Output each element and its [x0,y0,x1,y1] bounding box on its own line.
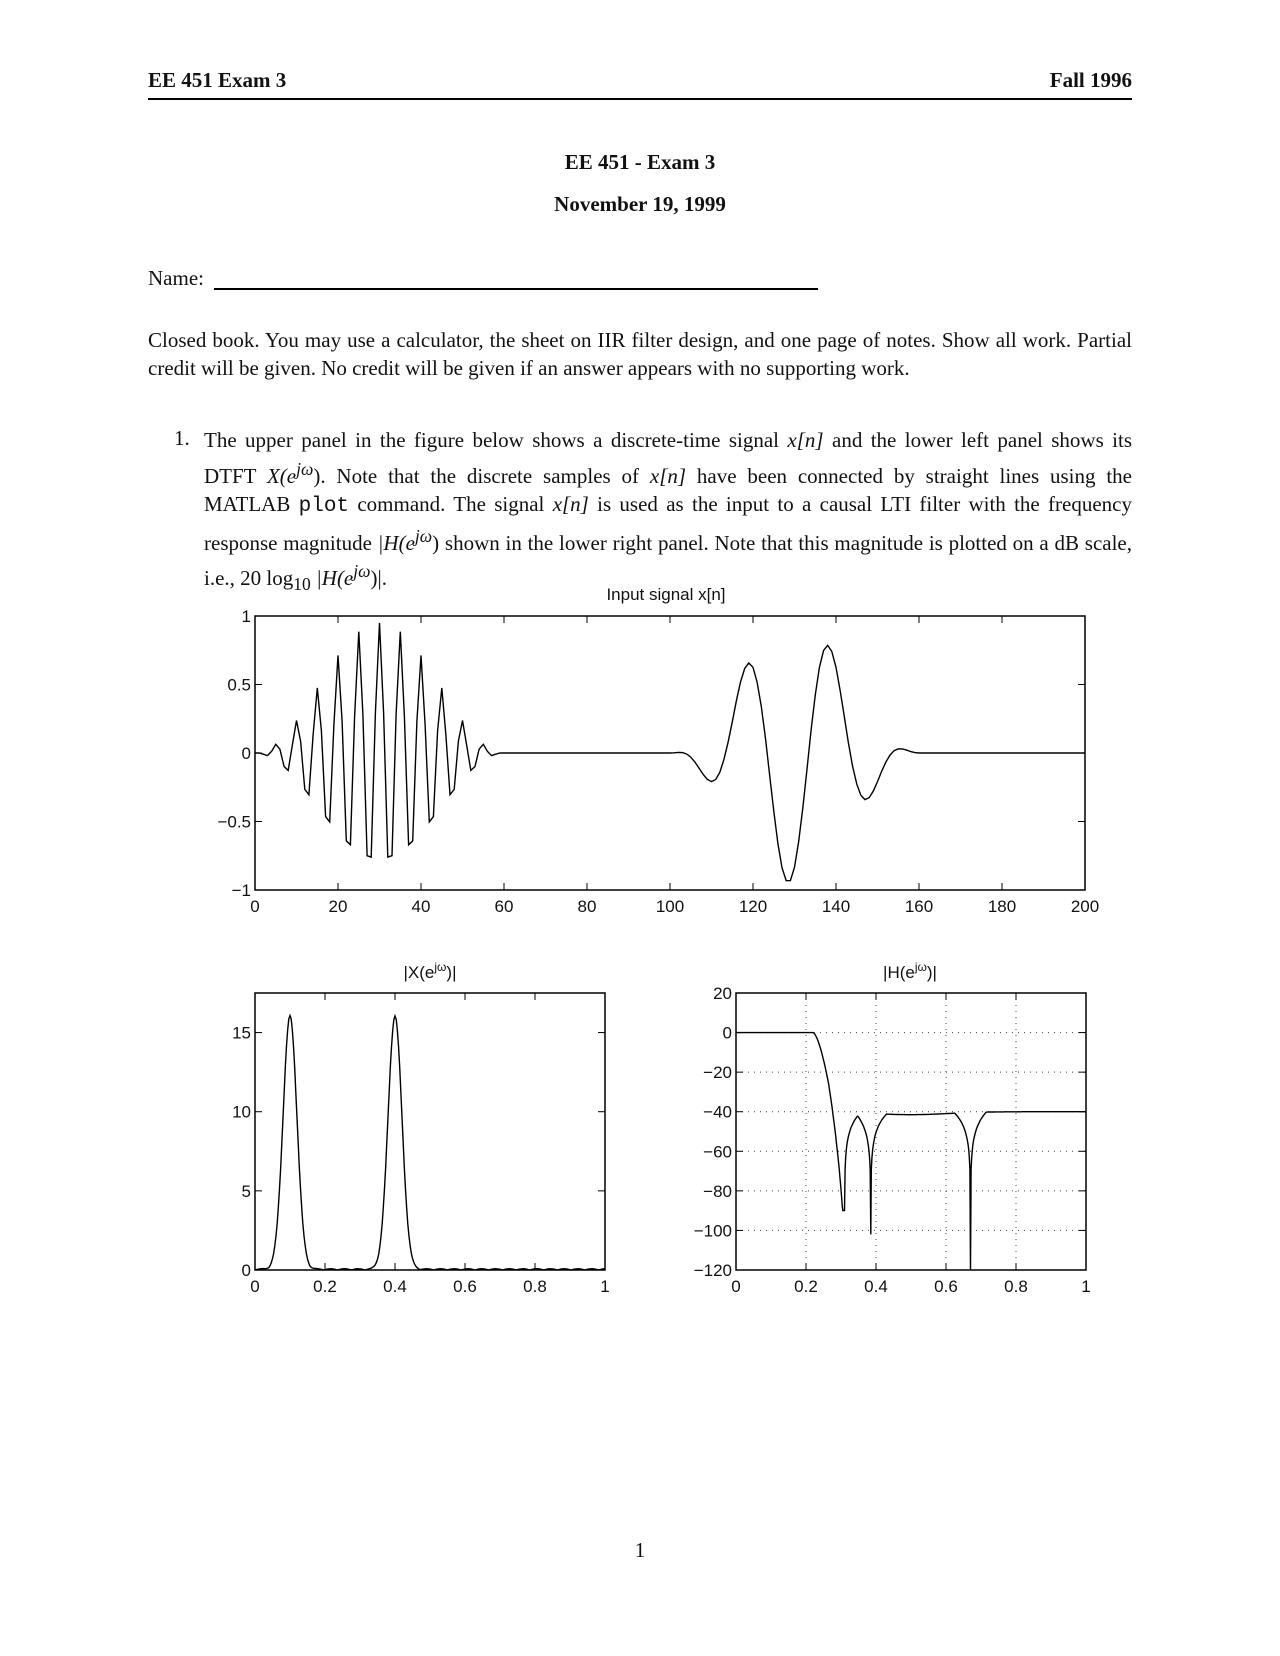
y-tick-label: −100 [693,1221,732,1241]
x-tick-label: 0.8 [1004,1277,1028,1296]
y-tick-label: 15 [232,1023,251,1043]
header-left: EE 451 Exam 3 [148,68,287,92]
x-tick-label: 100 [655,897,685,916]
x-tick-label: 0.2 [313,1277,337,1296]
x-tick-label: 0 [731,1277,741,1296]
x-tick-label: 0 [250,897,260,916]
y-tick-label: 0 [241,1261,251,1280]
x-tick-label: 0.6 [453,1277,477,1296]
x-tick-label: 120 [738,897,768,916]
x-tick-label: 200 [1070,897,1100,916]
x-tick-label: 60 [494,897,514,916]
x-tick-label: 20 [328,897,348,916]
x-tick-label: 0.6 [934,1277,958,1296]
x-tick-label: 180 [987,897,1017,916]
header-right: Fall 1996 [1049,68,1132,92]
panel-dtft-magnitude [232,960,610,1296]
page-number: 1 [634,1538,646,1562]
y-tick-label: 5 [241,1181,251,1201]
y-tick-label: −80 [703,1181,732,1201]
x-tick-label: 0.4 [864,1277,888,1296]
panel2-magnitude-line [255,1016,605,1271]
panel1-signal-line [255,623,1085,881]
y-tick-label: −0.5 [217,812,251,832]
x-tick-label: 0 [250,1277,260,1296]
x-tick-label: 1 [1081,1277,1091,1296]
y-tick-label: 0 [722,1023,732,1043]
x-tick-label: 80 [577,897,597,916]
x-tick-label: 160 [904,897,934,916]
x-tick-label: 40 [411,897,431,916]
x-tick-label: 140 [821,897,851,916]
y-tick-label: 20 [713,984,732,1003]
code-plot: plot [298,495,350,518]
panel-filter-response [694,960,1091,1296]
x-tick-label: 1 [600,1277,610,1296]
question-number: 1. [174,426,190,450]
y-tick-label: −120 [693,1261,732,1280]
panel3-frame [736,993,1086,1270]
y-tick-label: 1 [241,607,251,626]
name-label: Name: [148,266,204,290]
x-tick-label: 0.4 [383,1277,407,1296]
y-tick-label: 0 [241,744,251,763]
instructions: Closed book. You may use a calculator, the sheet on IIR filter design, and one page of notes. Show all work. Partial credit will be given. No credit will be given if an answer appears with no supporting work. [148,328,1132,380]
exam-title: EE 451 - Exam 3 [564,150,716,174]
y-tick-label: −60 [703,1142,732,1162]
exam-date: November 19, 1999 [554,192,726,216]
y-tick-label: −40 [703,1102,732,1122]
panel3-title: $|H(e^{j\omega})|$ [883,960,937,982]
panel1-title: Input signal x[n] [606,585,726,604]
x-tick-label: 0.8 [523,1277,547,1296]
panel2-title: $|X(e^{j\omega})|$ [403,960,457,982]
x-tick-label: 0.2 [794,1277,818,1296]
question-text: The upper panel in the figure below shows a discrete-time signal x[n] and the lower left panel shows its DTFT $X(e^{j\omega})$. Note that the discrete samples of x[n] have been connected by straight lines using the MATLAB plot command. The signal x[n] is used as the input to a causal LTI filter with the frequency response magnitude $|H(e^{j\omega})$ shown in the lower right panel. Note that this magnitude is plotted on a dB scale, i.e., 20 $\log_{10} |H(e^{j\omega})|$. [204,428,1133,595]
y-tick-label: 0.5 [227,675,251,695]
y-tick-label: −20 [703,1063,732,1083]
panel-input-signal [217,585,1099,916]
y-tick-label: −1 [231,881,251,900]
y-tick-label: 10 [232,1102,251,1122]
panel2-frame [255,993,605,1270]
